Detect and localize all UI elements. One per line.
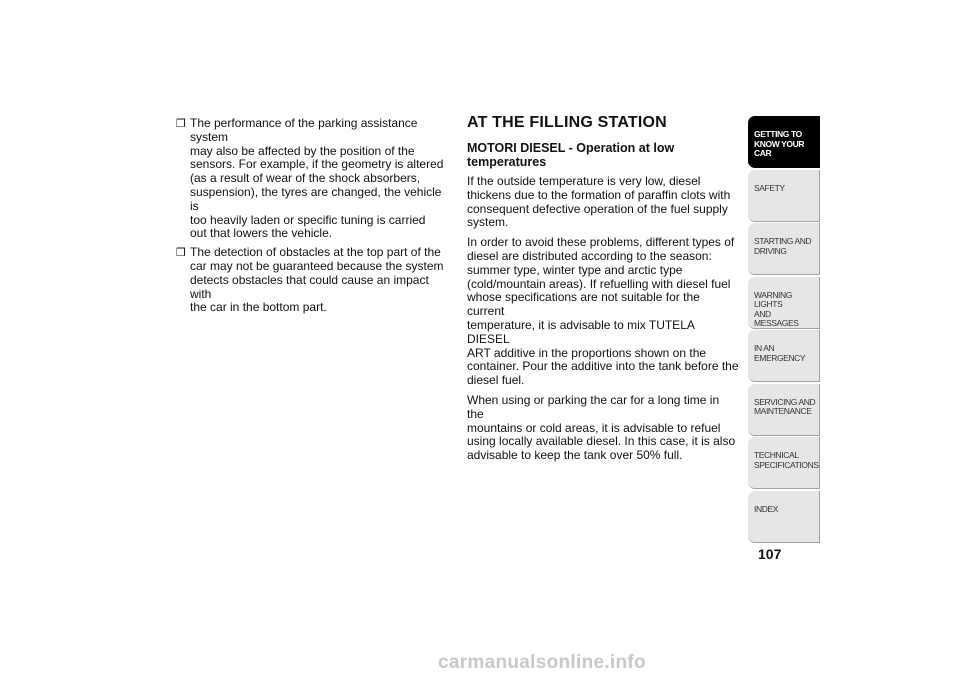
- text-line: The performance of the parking assistance system: [190, 116, 418, 144]
- text-line: ART additive in the proportions shown on the: [467, 345, 707, 360]
- tab-label: TECHNICAL: [754, 450, 799, 460]
- text-line: The detection of obstacles at the top part of the: [190, 245, 441, 260]
- tab-label: SERVICING AND: [754, 396, 816, 407]
- text-line: out that lowers the vehicle.: [190, 226, 333, 241]
- text-line: When using or parking the car for a long time in the: [467, 392, 720, 421]
- text-line: summer type, winter type and arctic type: [467, 262, 683, 277]
- bullet-item: [176, 117, 452, 241]
- text-line: too heavily laden or specific tuning is carried: [190, 212, 426, 227]
- checkbox-bullet-icon: ❒: [176, 118, 186, 130]
- tab-warning-lights[interactable]: [748, 277, 820, 329]
- paragraph: [467, 394, 739, 463]
- text-line: whose specifications are not suitable for the current: [467, 290, 700, 319]
- text-line: thickens due to the formation of paraffin clots with: [467, 187, 731, 202]
- tab-in-an-emergency[interactable]: [748, 330, 820, 382]
- tab-servicing-and-maintenance[interactable]: [748, 384, 820, 436]
- tab-technical-specifications[interactable]: [748, 437, 820, 489]
- text-line: using locally available diesel. In this case, it is also: [467, 434, 736, 449]
- right-column: [467, 114, 739, 469]
- left-column: [176, 117, 452, 320]
- paragraph: [467, 175, 739, 230]
- text-line: suspension), the tyres are changed, the vehicle is: [190, 184, 442, 213]
- text-line: car may not be guaranteed because the system: [190, 258, 444, 273]
- tab-label: MAINTENANCE: [754, 406, 812, 416]
- text-line: consequent defective operation of the fuel supply: [467, 201, 728, 216]
- sub-title-line: temperatures: [467, 155, 547, 169]
- tab-index[interactable]: [748, 491, 820, 543]
- text-line: detects obstacles that could cause an impact with: [190, 272, 429, 301]
- sub-title-line: MOTORI DIESEL - Operation at low: [467, 141, 675, 155]
- tab-getting-to-know-your-car[interactable]: [748, 116, 820, 168]
- paragraph: [467, 236, 739, 388]
- tab-label: SPECIFICATIONS: [754, 459, 819, 470]
- text-line: diesel are distributed according to the season:: [467, 248, 712, 263]
- text-line: (as a result of wear of the shock absorbers,: [190, 171, 421, 186]
- tab-label: KNOW YOUR CAR: [754, 138, 805, 158]
- tab-label: INDEX: [754, 503, 778, 514]
- bullet-text: [190, 246, 452, 315]
- sub-title: [467, 141, 739, 169]
- text-line: sensors. For example, if the geometry is altered: [190, 157, 444, 172]
- tab-label: GETTING TO: [754, 129, 802, 139]
- text-line: container. Pour the additive into the tank before the: [467, 359, 739, 374]
- text-line: system.: [467, 215, 509, 230]
- tab-label: AND MESSAGES: [754, 308, 799, 328]
- tab-starting-and-driving[interactable]: [748, 223, 820, 275]
- tab-label: DRIVING: [754, 245, 787, 256]
- text-line: If the outside temperature is very low, diesel: [467, 174, 701, 188]
- tab-label: STARTING AND: [754, 236, 812, 246]
- text-line: advisable to keep the tank over 50% full.: [467, 448, 683, 463]
- text-line: the car in the bottom part.: [190, 300, 327, 315]
- bullet-text: [190, 117, 452, 241]
- page-number: 107: [758, 546, 782, 562]
- text-line: (cold/mountain areas). If refuelling with diesel fuel: [467, 276, 731, 291]
- section-title: AT THE FILLING STATION: [467, 114, 667, 131]
- watermark: carmanualsonline.info: [438, 652, 646, 673]
- text-line: diesel fuel.: [467, 373, 525, 388]
- checkbox-bullet-icon: ❒: [176, 247, 186, 260]
- tab-label: SAFETY: [754, 182, 785, 193]
- text-line: mountains or cold areas, it is advisable to refuel: [467, 420, 721, 435]
- tab-label: IN AN EMERGENCY: [754, 343, 806, 363]
- bullet-item: [176, 246, 452, 315]
- text-line: may also be affected by the position of the: [190, 143, 415, 158]
- tab-safety[interactable]: [748, 170, 820, 222]
- chapter-tabs: [748, 116, 820, 544]
- tab-label: WARNING LIGHTS: [754, 289, 792, 309]
- text-line: In order to avoid these problems, different types of: [467, 235, 735, 250]
- text-line: temperature, it is advisable to mix TUTELA DIESEL: [467, 317, 695, 346]
